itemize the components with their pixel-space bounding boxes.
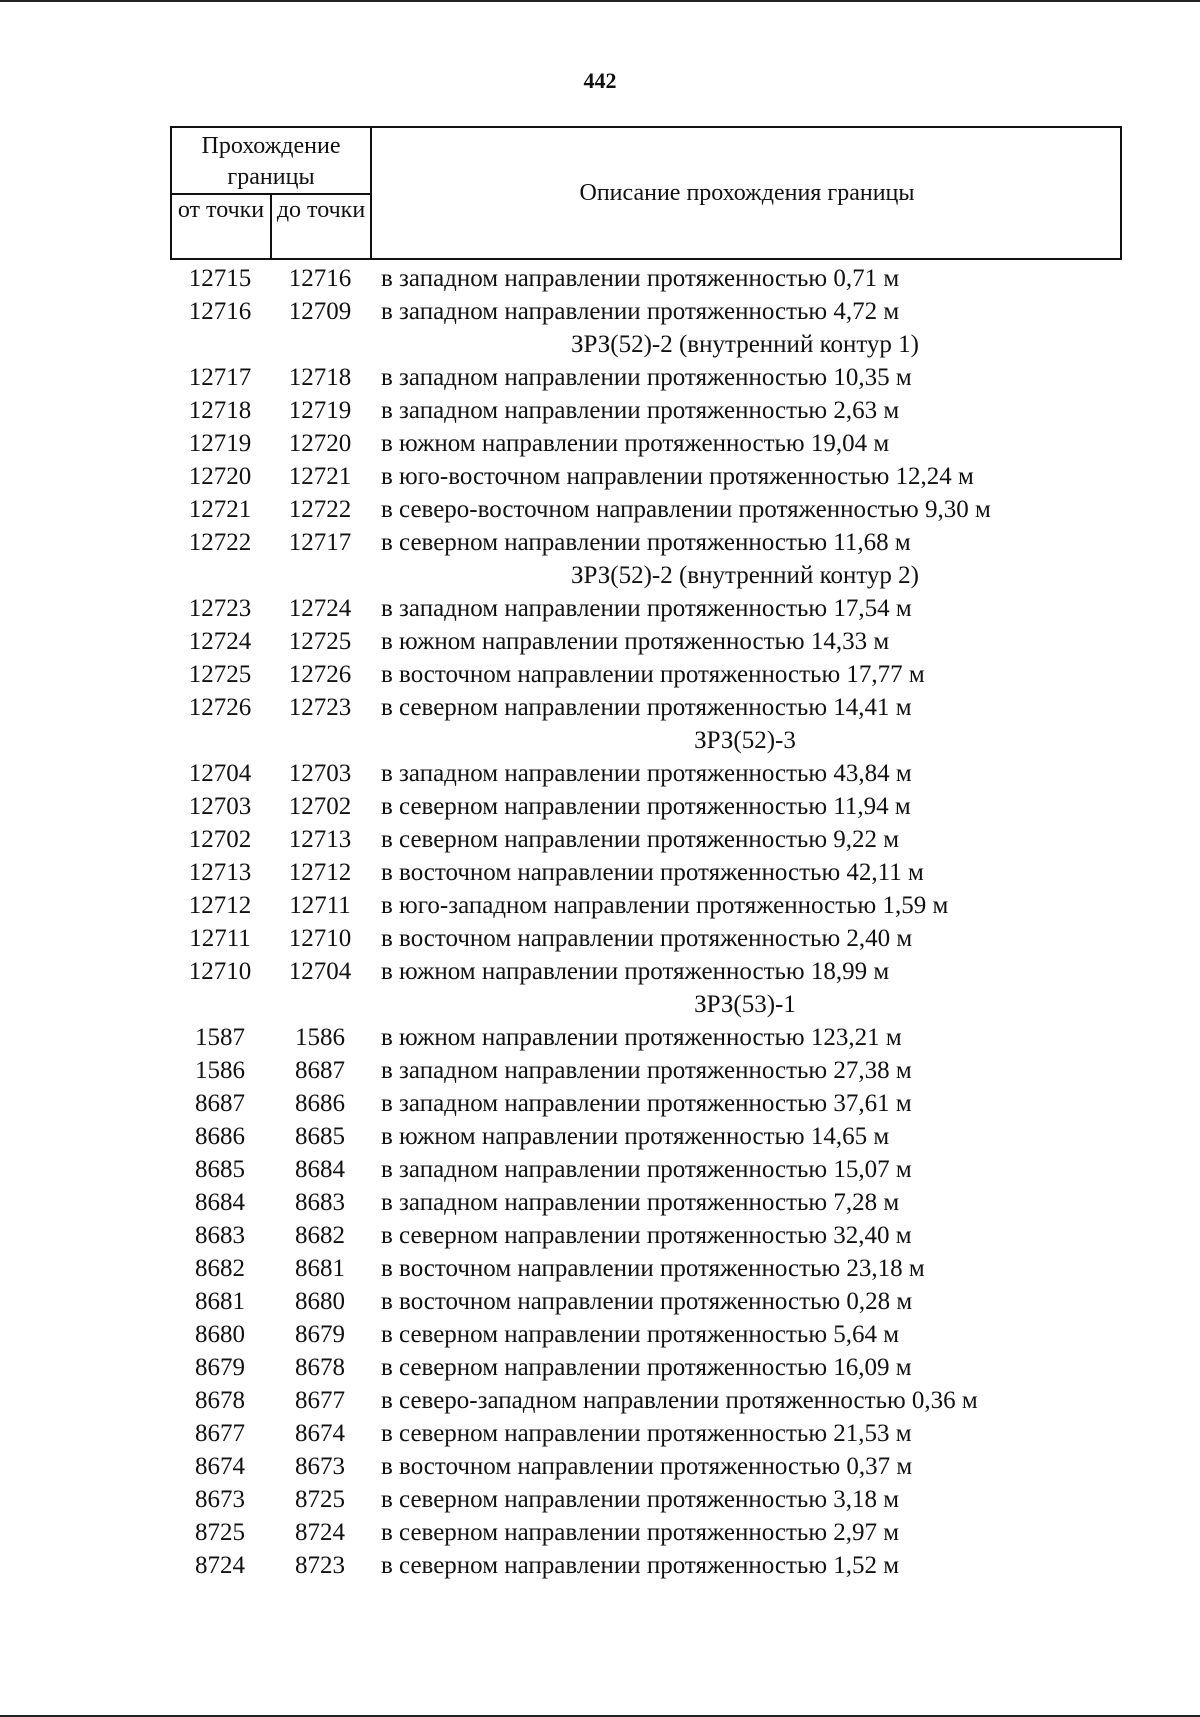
table-row [170, 757, 1170, 790]
from-point: 8679 [195, 1354, 245, 1381]
to-point: 8684 [295, 1156, 345, 1183]
description: в южном направлении протяженностью 18,99 м [381, 958, 890, 985]
description: в восточном направлении протяженностью 23,18 м [381, 1255, 925, 1282]
table-row [170, 1516, 1170, 1549]
table-row [170, 1186, 1170, 1219]
to-point: 12719 [288, 397, 352, 424]
from-point: 12715 [188, 265, 252, 292]
from-point: 8682 [195, 1255, 245, 1282]
description: в южном направлении протяженностью 14,65 м [381, 1123, 890, 1150]
description: в южном направлении протяженностью 123,21 м [381, 1024, 902, 1051]
table-row [170, 394, 1170, 427]
from-point: 12725 [188, 661, 252, 688]
to-point: 12713 [288, 826, 352, 853]
description: в западном направлении протяженностью 15,07 м [381, 1156, 912, 1183]
table-row [170, 493, 1170, 526]
description: в западном направлении протяженностью 43,84 м [381, 760, 912, 787]
from-point: 12722 [188, 529, 252, 556]
description: в южном направлении протяженностью 14,33 м [381, 628, 890, 655]
description: в восточном направлении протяженностью 42,11 м [381, 859, 924, 886]
table-row [170, 460, 1170, 493]
to-point: 12716 [288, 265, 352, 292]
table-row [170, 1252, 1170, 1285]
description: в северном направлении протяженностью 3,18 м [381, 1486, 900, 1513]
from-point: 8724 [195, 1552, 245, 1579]
from-point: 1587 [195, 1024, 245, 1051]
from-point: 12711 [189, 925, 251, 952]
to-point: 12710 [288, 925, 352, 952]
table-row [170, 1318, 1170, 1351]
description: в восточном направлении протяженностью 0,37 м [381, 1453, 913, 1480]
section-title: ЗРЗ(52)-2 (внутренний контур 2) [570, 562, 919, 589]
table-row [170, 823, 1170, 856]
description: в западном направлении протяженностью 4,72 м [381, 298, 900, 325]
table-body [170, 262, 1170, 1582]
description: в северном направлении протяженностью 11,68 м [381, 529, 911, 556]
from-point: 12702 [188, 826, 252, 853]
from-point: 12716 [188, 298, 252, 325]
from-point: 8683 [195, 1222, 245, 1249]
from-point: 8684 [195, 1189, 245, 1216]
to-point: 12724 [288, 595, 352, 622]
description: в северном направлении протяженностью 11,94 м [381, 793, 911, 820]
table-row [170, 1483, 1170, 1516]
section-title: ЗРЗ(52)-3 [694, 727, 796, 754]
to-point: 12725 [288, 628, 352, 655]
to-point: 8724 [295, 1519, 345, 1546]
description: в восточном направлении протяженностью 2,40 м [381, 925, 913, 952]
table-row [170, 1417, 1170, 1450]
from-point: 12726 [188, 694, 252, 721]
from-point: 8687 [195, 1090, 245, 1117]
description: в северном направлении протяженностью 1,52 м [381, 1552, 900, 1579]
table-row [170, 1021, 1170, 1054]
table-row [170, 427, 1170, 460]
from-point: 8674 [195, 1453, 245, 1480]
to-point: 12704 [288, 958, 352, 985]
description: в северном направлении протяженностью 16,09 м [381, 1354, 912, 1381]
description: в северном направлении протяженностью 9,22 м [381, 826, 900, 853]
table-row [170, 1219, 1170, 1252]
from-point: 12713 [188, 859, 252, 886]
from-point: 8686 [195, 1123, 245, 1150]
from-point: 8673 [195, 1486, 245, 1513]
description: в северном направлении протяженностью 14,41 м [381, 694, 912, 721]
table-row [170, 889, 1170, 922]
description: в западном направлении протяженностью 27,38 м [381, 1057, 912, 1084]
page-number: 442 [583, 68, 617, 93]
to-point: 8685 [295, 1123, 345, 1150]
to-point: 8677 [295, 1387, 345, 1414]
description: в западном направлении протяженностью 2,63 м [381, 397, 900, 424]
to-point: 12709 [288, 298, 352, 325]
to-point: 8681 [295, 1255, 345, 1282]
to-point: 12718 [288, 364, 352, 391]
table-row [170, 592, 1170, 625]
from-point: 12712 [188, 892, 252, 919]
table-row [170, 262, 1170, 295]
from-point: 12704 [188, 760, 252, 787]
table-row [170, 658, 1170, 691]
table-row [170, 691, 1170, 724]
table-row [170, 790, 1170, 823]
to-point: 12703 [288, 760, 352, 787]
from-point: 12703 [188, 793, 252, 820]
scan-edge-top [0, 0, 1200, 2]
table-row [170, 1450, 1170, 1483]
header-from-point: от точки [177, 197, 265, 223]
description: в западном направлении протяженностью 0,71 м [381, 265, 900, 292]
from-point: 8677 [195, 1420, 245, 1447]
table-row [170, 856, 1170, 889]
to-point: 12717 [288, 529, 352, 556]
table-row [170, 295, 1170, 328]
table-row [170, 1153, 1170, 1186]
from-point: 8725 [195, 1519, 245, 1546]
table-row [170, 361, 1170, 394]
description: в западном направлении протяженностью 10,35 м [381, 364, 912, 391]
description: в северном направлении протяженностью 32,40 м [381, 1222, 912, 1249]
header-to-point: до точки [276, 197, 366, 223]
to-point: 12723 [288, 694, 352, 721]
to-point: 1586 [295, 1024, 345, 1051]
table-row [170, 625, 1170, 658]
description: в западном направлении протяженностью 17,54 м [381, 595, 912, 622]
description: в северо-восточном направлении протяженностью 9,30 м [381, 496, 991, 523]
table-row [170, 922, 1170, 955]
table-row [170, 1351, 1170, 1384]
from-point: 12720 [188, 463, 252, 490]
to-point: 8683 [295, 1189, 345, 1216]
description: в юго-западном направлении протяженностью 1,59 м [381, 892, 949, 919]
table-header [170, 126, 1122, 260]
from-point: 12710 [188, 958, 252, 985]
from-point: 12723 [188, 595, 252, 622]
from-point: 8680 [195, 1321, 245, 1348]
section-title-row [170, 559, 1170, 592]
table-row [170, 526, 1170, 559]
to-point: 12702 [288, 793, 352, 820]
from-point: 1586 [195, 1057, 245, 1084]
from-point: 12717 [188, 364, 252, 391]
from-point: 8685 [195, 1156, 245, 1183]
table-row [170, 1549, 1170, 1582]
table-row [170, 1384, 1170, 1417]
to-point: 8673 [295, 1453, 345, 1480]
description: в западном направлении протяженностью 37,61 м [381, 1090, 912, 1117]
description: в северном направлении протяженностью 5,64 м [381, 1321, 900, 1348]
description: в северо-западном направлении протяженностью 0,36 м [381, 1387, 978, 1414]
to-point: 8687 [295, 1057, 345, 1084]
to-point: 12712 [288, 859, 352, 886]
table-row [170, 955, 1170, 988]
to-point: 8725 [295, 1486, 345, 1513]
description: в северном направлении протяженностью 2,97 м [381, 1519, 900, 1546]
section-title-row [170, 988, 1170, 1021]
to-point: 8723 [295, 1552, 345, 1579]
to-point: 12721 [288, 463, 352, 490]
from-point: 12721 [188, 496, 252, 523]
to-point: 8680 [295, 1288, 345, 1315]
description: в северном направлении протяженностью 21,53 м [381, 1420, 912, 1447]
section-title: ЗРЗ(53)-1 [694, 991, 796, 1018]
table-row [170, 1087, 1170, 1120]
from-point: 8678 [195, 1387, 245, 1414]
from-point: 12718 [188, 397, 252, 424]
to-point: 12726 [288, 661, 352, 688]
description: в восточном направлении протяженностью 0,28 м [381, 1288, 913, 1315]
to-point: 8682 [295, 1222, 345, 1249]
table-row [170, 1054, 1170, 1087]
to-point: 12711 [289, 892, 351, 919]
to-point: 8674 [295, 1420, 345, 1447]
header-description: Описание прохождения границы [579, 180, 915, 206]
table-row [170, 1120, 1170, 1153]
from-point: 12719 [188, 430, 252, 457]
description: в юго-восточном направлении протяженностью 12,24 м [381, 463, 974, 490]
from-point: 8681 [195, 1288, 245, 1315]
section-title-row [170, 328, 1170, 361]
description: в западном направлении протяженностью 7,28 м [381, 1189, 900, 1216]
header-passage: Прохождение границы [201, 133, 341, 190]
description: в южном направлении протяженностью 19,04 м [381, 430, 890, 457]
section-title: ЗРЗ(52)-2 (внутренний контур 1) [570, 331, 919, 358]
to-point: 12722 [288, 496, 352, 523]
to-point: 8679 [295, 1321, 345, 1348]
to-point: 8686 [295, 1090, 345, 1117]
section-title-row [170, 724, 1170, 757]
from-point: 12724 [188, 628, 252, 655]
to-point: 8678 [295, 1354, 345, 1381]
table-row [170, 1285, 1170, 1318]
description: в восточном направлении протяженностью 17,77 м [381, 661, 925, 688]
to-point: 12720 [288, 430, 352, 457]
